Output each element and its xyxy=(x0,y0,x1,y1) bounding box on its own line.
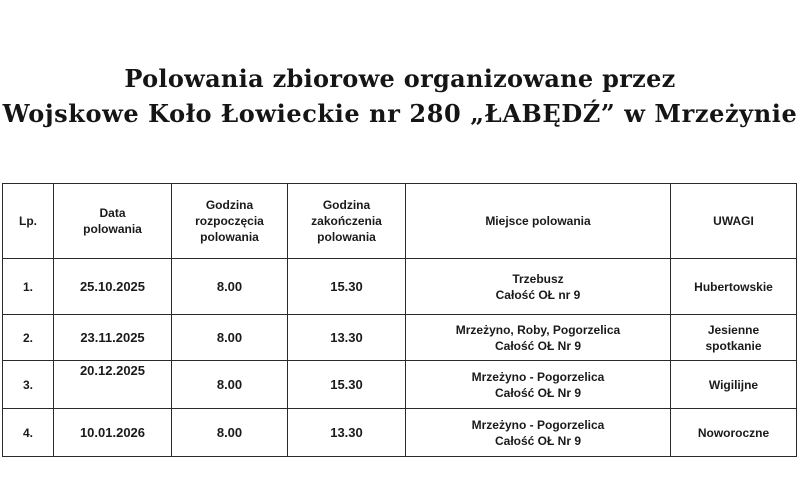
header-lp: Lp. xyxy=(3,184,54,259)
table-row xyxy=(3,259,797,315)
header-place: Miejsce polowania xyxy=(406,184,671,259)
cell-date: 10.01.2026 xyxy=(54,409,172,457)
table-row xyxy=(3,361,797,409)
cell-start-time: 8.00 xyxy=(172,259,288,315)
cell-date: 20.12.2025 xyxy=(54,361,172,409)
cell-start-time: 8.00 xyxy=(172,315,288,361)
cell-end-time: 13.30 xyxy=(288,315,406,361)
header-notes: UWAGI xyxy=(671,184,797,259)
cell-place: Mrzeżyno, Roby, Pogorzelica Całość OŁ Nr 9 xyxy=(406,315,671,361)
cell-notes: Noworoczne xyxy=(671,409,797,457)
table-row xyxy=(3,315,797,361)
cell-start-time: 8.00 xyxy=(172,409,288,457)
cell-place: Mrzeżyno - Pogorzelica Całość OŁ Nr 9 xyxy=(406,409,671,457)
cell-lp: 1. xyxy=(3,259,54,315)
cell-lp: 4. xyxy=(3,409,54,457)
cell-place: Mrzeżyno - Pogorzelica Całość OŁ Nr 9 xyxy=(406,361,671,409)
cell-end-time: 15.30 xyxy=(288,361,406,409)
header-end-time: Godzina zakończenia polowania xyxy=(288,184,406,259)
cell-end-time: 13.30 xyxy=(288,409,406,457)
cell-notes: Hubertowskie xyxy=(671,259,797,315)
header-start-time: Godzina rozpoczęcia polowania xyxy=(172,184,288,259)
cell-notes: Wigilijne xyxy=(671,361,797,409)
table-header-row xyxy=(3,184,797,259)
cell-end-time: 15.30 xyxy=(288,259,406,315)
table-row xyxy=(3,409,797,457)
page-title-line-2: Wojskowe Koło Łowieckie nr 280 „ŁABĘDŹ” w Mrzeżynie xyxy=(2,99,798,128)
cell-place: Trzebusz Całość OŁ nr 9 xyxy=(406,259,671,315)
cell-start-time: 8.00 xyxy=(172,361,288,409)
page-title-line-1: Polowania zbiorowe organizowane przez xyxy=(124,64,676,93)
cell-lp: 2. xyxy=(3,315,54,361)
cell-date: 23.11.2025 xyxy=(54,315,172,361)
header-date: Data polowania xyxy=(54,184,172,259)
hunting-schedule-table xyxy=(2,183,797,457)
cell-notes: Jesienne spotkanie xyxy=(671,315,797,361)
cell-date: 25.10.2025 xyxy=(54,259,172,315)
cell-lp: 3. xyxy=(3,361,54,409)
